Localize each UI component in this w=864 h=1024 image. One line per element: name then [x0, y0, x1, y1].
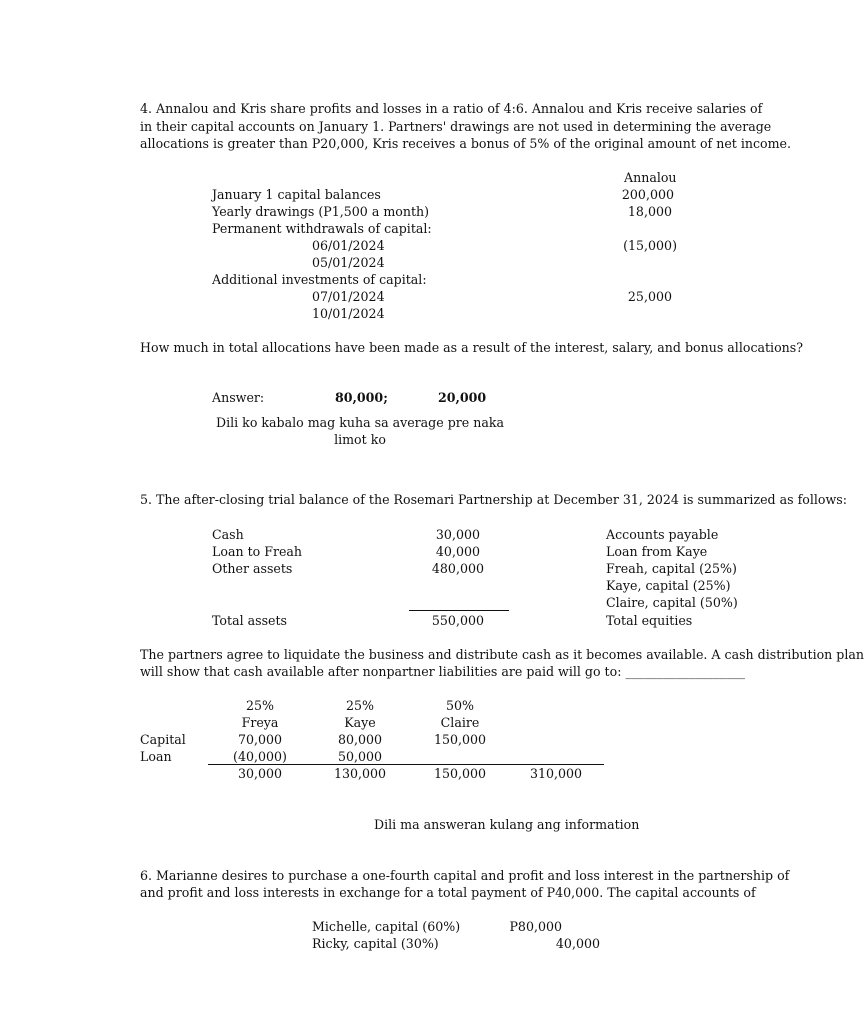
q4-answer-value-1: 80,000; — [335, 390, 388, 405]
q4-row-value: (15,000) — [623, 238, 677, 253]
q4-row-label: Additional investments of capital: — [212, 272, 427, 287]
q5-paragraph-line-2: will show that cash available after nonpartner liabilities are paid will go to: ___________________ — [140, 664, 746, 679]
q5-paragraph-line-1: The partners agree to liquidate the business and distribute cash as it becomes available. A cash distribution plan — [140, 647, 864, 662]
q5-total-assets-label: Total assets — [212, 613, 288, 628]
q4-line-2: in their capital accounts on January 1. Partners' drawings are not used in determining the average — [140, 119, 772, 134]
q5-table-total: 130,000 — [333, 766, 387, 781]
q5-equity-label: Claire, capital (50%) — [606, 595, 738, 610]
q6-capital-label: Ricky, capital (30%) — [312, 936, 439, 951]
q6-capital-label: Michelle, capital (60%) — [312, 919, 461, 934]
q4-row-label: Yearly drawings (P1,500 a month) — [212, 204, 430, 219]
q5-line-1: 5. The after-closing trial balance of the Rosemari Partnership at December 31, 2024 is summarized as follows: — [140, 492, 847, 507]
q5-table-cell: (40,000) — [233, 749, 287, 764]
q4-row-label: 06/01/2024 — [312, 238, 385, 253]
q5-equity-label: Accounts payable — [606, 527, 719, 542]
q5-equity-label: Freah, capital (25%) — [606, 561, 737, 576]
q6-capital-value: P80,000 — [509, 919, 562, 934]
q5-asset-label: Cash — [212, 527, 244, 542]
q5-asset-value: 30,000 — [435, 527, 480, 542]
q5-table-partner-name: Freya — [241, 715, 279, 730]
q4-row-label: 05/01/2024 — [312, 255, 385, 270]
q4-row-label: 07/01/2024 — [312, 289, 385, 304]
q5-asset-value: 480,000 — [431, 561, 484, 576]
q4-row-value: 25,000 — [627, 289, 672, 304]
q5-table-partner-name: Kaye — [344, 715, 376, 730]
q4-row-label: Permanent withdrawals of capital: — [212, 221, 432, 236]
q5-asset-label: Loan to Freah — [212, 544, 303, 559]
q5-table-partner-name: Claire — [440, 715, 480, 730]
q5-table-total: 150,000 — [433, 766, 487, 781]
q5-table-percent: 25% — [246, 698, 274, 713]
q5-asset-label: Other assets — [212, 561, 293, 576]
q5-equity-label: Kaye, capital (25%) — [606, 578, 731, 593]
q5-total-assets-value: 550,000 — [431, 613, 484, 628]
q5-table-total: 30,000 — [237, 766, 283, 781]
q4-row-value: 18,000 — [627, 204, 672, 219]
q4-handwritten-note-line-1: Dili ko kabalo mag kuha sa average pre naka — [216, 415, 504, 430]
q4-line-3: allocations is greater than P20,000, Kris receives a bonus of 5% of the original amount of net income. — [140, 136, 792, 151]
q4-line-1: 4. Annalou and Kris share profits and losses in a ratio of 4:6. Annalou and Kris receive salaries of — [140, 101, 763, 116]
q5-equity-label: Loan from Kaye — [606, 544, 708, 559]
q5-table-cell: 150,000 — [433, 732, 487, 747]
q4-handwritten-note-line-2: limot ko — [334, 432, 386, 447]
q4-answer-label: Answer: — [212, 390, 265, 405]
q5-table-row-label: Loan — [140, 749, 172, 764]
q5-handwritten-note: Dili ma answeran kulang ang information — [374, 817, 640, 832]
q4-row-label: 10/01/2024 — [312, 306, 385, 321]
q6-capital-value: 40,000 — [555, 936, 600, 951]
q5-total-rule — [409, 610, 509, 611]
q5-asset-value: 40,000 — [435, 544, 480, 559]
q5-table-percent: 25% — [346, 698, 374, 713]
q4-question: How much in total allocations have been made as a result of the interest, salary, and bonus allocations? — [140, 340, 803, 355]
q5-equity-label: Total equities — [606, 613, 693, 628]
q5-table-row-label: Capital — [140, 732, 186, 747]
q5-table-grand-total: 310,000 — [529, 766, 583, 781]
q4-row-value: 200,000 — [621, 187, 674, 202]
q5-table-percent: 50% — [446, 698, 474, 713]
q4-row-label: January 1 capital balances — [212, 187, 381, 202]
q5-table-cell: 50,000 — [337, 749, 383, 764]
q6-line-2: and profit and loss interests in exchange for a total payment of P40,000. The capital accounts of — [140, 885, 756, 900]
q6-line-1: 6. Marianne desires to purchase a one-fourth capital and profit and loss interest in the partnership of — [140, 868, 790, 883]
q4-answer-value-2: 20,000 — [438, 390, 487, 405]
q4-column-header: Annalou — [624, 170, 677, 185]
q5-table-cell: 80,000 — [337, 732, 383, 747]
q5-table-cell: 70,000 — [237, 732, 283, 747]
